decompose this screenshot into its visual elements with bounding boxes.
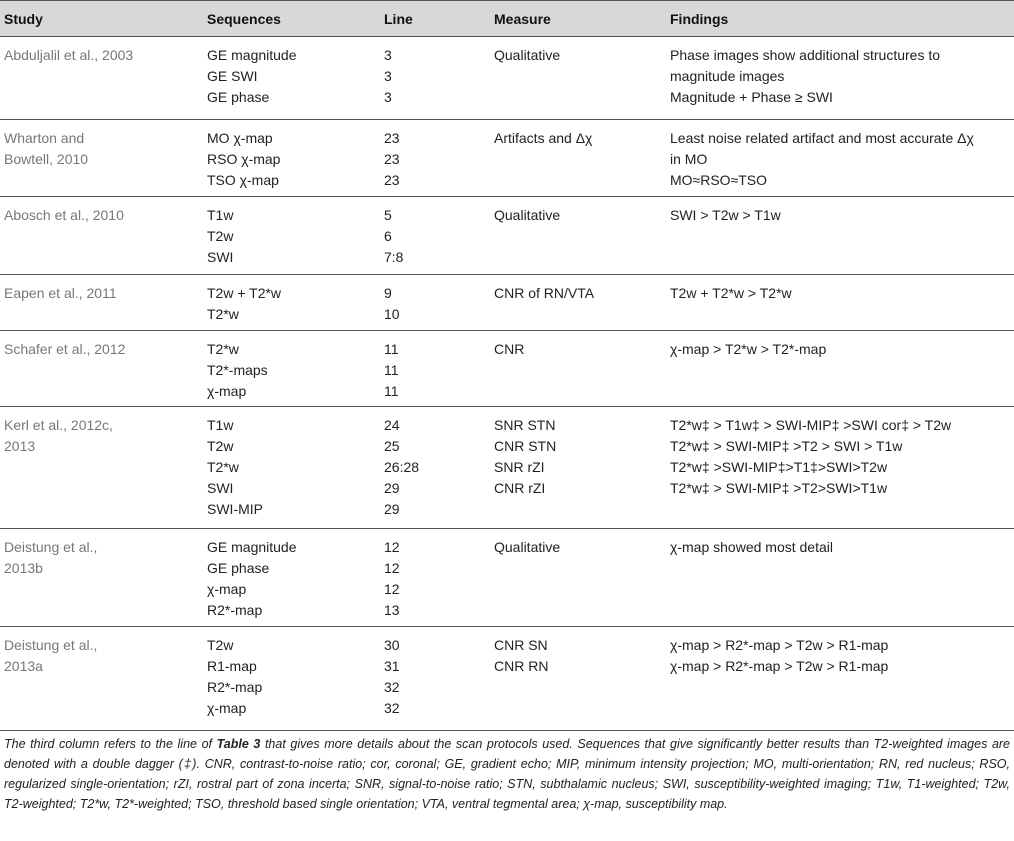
header-study: Study bbox=[4, 11, 43, 27]
sequence-cell-line: T2*w bbox=[207, 341, 239, 357]
findings-cell bbox=[670, 283, 792, 304]
study-cell bbox=[4, 537, 97, 579]
findings-cell-line: χ-map showed most detail bbox=[670, 539, 833, 555]
findings-cell bbox=[670, 339, 826, 360]
measure-cell-line: Artifacts and Δχ bbox=[494, 130, 593, 146]
findings-cell bbox=[670, 635, 888, 677]
line-cell-line: 11 bbox=[384, 362, 399, 378]
study-cell bbox=[4, 635, 97, 677]
study-cell bbox=[4, 283, 117, 304]
line-cell-line: 12 bbox=[384, 560, 400, 576]
findings-cell-line: χ-map > T2*w > T2*-map bbox=[670, 341, 827, 357]
line-cell-line: 13 bbox=[384, 602, 400, 618]
sequence-cell-line: R1-map bbox=[207, 658, 257, 674]
line-cell-line: 32 bbox=[384, 700, 400, 716]
line-cell-line: 6 bbox=[384, 228, 392, 244]
sequence-cell bbox=[207, 339, 268, 402]
study-cell-line: Eapen et al., 2011 bbox=[4, 285, 117, 301]
findings-cell-line: χ-map > R2*-map > T2w > R1-map bbox=[670, 658, 889, 674]
line-cell-line: 23 bbox=[384, 151, 400, 167]
line-cell-line: 5 bbox=[384, 207, 392, 223]
line-cell-line: 23 bbox=[384, 130, 400, 146]
sequence-cell-line: GE phase bbox=[207, 89, 270, 105]
header-sequences: Sequences bbox=[207, 11, 281, 27]
sequence-cell-line: TSO χ-map bbox=[207, 172, 279, 188]
findings-cell-line: MO≈RSO≈TSO bbox=[670, 172, 768, 188]
row-separator bbox=[0, 119, 1014, 120]
findings-cell-line: T2*w‡ > T1w‡ > SWI-MIP‡ >SWI cor‡ > T2w bbox=[670, 417, 952, 433]
line-cell-line: 29 bbox=[384, 501, 400, 517]
measure-cell-line: CNR SN bbox=[494, 637, 548, 653]
row-separator bbox=[0, 330, 1014, 331]
measure-cell-line: Qualitative bbox=[494, 539, 561, 555]
sequence-cell-line: T2w bbox=[207, 637, 234, 653]
sequence-cell-line: SWI-MIP bbox=[207, 501, 263, 517]
findings-cell bbox=[670, 205, 781, 226]
findings-cell bbox=[670, 537, 833, 558]
line-cell bbox=[384, 537, 400, 621]
row-separator bbox=[0, 626, 1014, 627]
study-cell-line: Abosch et al., 2010 bbox=[4, 207, 124, 223]
measure-cell-line: Qualitative bbox=[494, 47, 561, 63]
measure-cell bbox=[494, 415, 556, 499]
line-cell-line: 12 bbox=[384, 581, 400, 597]
header-findings: Findings bbox=[670, 11, 729, 27]
line-cell-line: 10 bbox=[384, 306, 400, 322]
study-cell-line: Kerl et al., 2012c, bbox=[4, 417, 113, 433]
sequence-cell-line: SWI bbox=[207, 480, 234, 496]
header-line: Line bbox=[384, 11, 413, 27]
table-caption bbox=[4, 734, 1010, 814]
sequence-cell bbox=[207, 45, 297, 108]
sequence-cell bbox=[207, 128, 280, 191]
measure-cell-line: CNR rZI bbox=[494, 480, 546, 496]
measure-cell bbox=[494, 283, 594, 304]
study-cell-line: Abduljalil et al., 2003 bbox=[4, 47, 134, 63]
row-separator bbox=[0, 406, 1014, 407]
row-separator bbox=[0, 274, 1014, 275]
row-separator bbox=[0, 196, 1014, 197]
findings-cell-line: T2w + T2*w > T2*w bbox=[670, 285, 792, 301]
measure-cell-line: CNR of RN/VTA bbox=[494, 285, 595, 301]
findings-cell-line: T2*w‡ > SWI-MIP‡ >T2>SWI>T1w bbox=[670, 480, 888, 496]
study-cell-line: 2013a bbox=[4, 658, 43, 674]
study-cell bbox=[4, 339, 125, 360]
line-cell bbox=[384, 283, 400, 325]
caption-text-start: The third column refers to the line of bbox=[4, 737, 217, 751]
caption-table-reference: Table 3 bbox=[216, 737, 261, 751]
line-cell bbox=[384, 205, 403, 268]
line-cell bbox=[384, 415, 419, 520]
study-cell-line: Deistung et al., bbox=[4, 539, 98, 555]
sequence-cell-line: RSO χ-map bbox=[207, 151, 281, 167]
measure-cell-line: Qualitative bbox=[494, 207, 561, 223]
sequence-cell-line: T2w + T2*w bbox=[207, 285, 282, 301]
line-cell-line: 26:28 bbox=[384, 459, 420, 475]
sequence-cell bbox=[207, 537, 297, 621]
findings-cell-line: T2*w‡ >SWI-MIP‡>T1‡>SWI>T2w bbox=[670, 459, 888, 475]
sequence-cell-line: GE magnitude bbox=[207, 47, 297, 63]
sequence-cell-line: χ-map bbox=[207, 700, 247, 716]
sequence-cell-line: GE magnitude bbox=[207, 539, 297, 555]
measure-cell bbox=[494, 635, 548, 677]
row-separator bbox=[0, 528, 1014, 529]
line-cell-line: 32 bbox=[384, 679, 400, 695]
sequence-cell-line: GE phase bbox=[207, 560, 270, 576]
measure-cell-line: SNR rZI bbox=[494, 459, 545, 475]
caption-text-rest: that gives more details about the scan protocols used. Sequences that give significantly better results than T2-weighted images are denoted with a double dagger (‡). CNR, contrast-to-noise ratio; cor, coronal; GE, gradient echo; MIP, minimum intensity projection; MO, multi-orientation; RN, red nucleus; RSO, regularized single-orientation; rZI, rostral part of zona incerta; SNR, signal-to-noise ratio; STN, subthalamic nucleus; SWI, susceptibility-weighted imaging; T1w, T1-weighted; T2w, T2-weighted; T2*w, T2*-weighted; TSO, threshold based single orientation; VTA, ventral tegmental area; χ-map, susceptibility map. bbox=[4, 737, 1011, 811]
findings-cell bbox=[670, 415, 951, 499]
study-cell-line: Wharton and bbox=[4, 130, 85, 146]
findings-cell-line: SWI > T2w > T1w bbox=[670, 207, 781, 223]
line-cell-line: 11 bbox=[384, 341, 399, 357]
sequence-cell-line: R2*-map bbox=[207, 602, 263, 618]
sequence-cell-line: SWI bbox=[207, 249, 234, 265]
sequence-cell bbox=[207, 635, 262, 719]
sequence-cell bbox=[207, 283, 281, 325]
findings-cell-line: Phase images show additional structures to bbox=[670, 47, 941, 63]
line-cell-line: 24 bbox=[384, 417, 400, 433]
sequence-cell-line: GE SWI bbox=[207, 68, 258, 84]
sequence-cell-line: T1w bbox=[207, 417, 234, 433]
row-separator bbox=[0, 36, 1014, 37]
study-cell-line: 2013 bbox=[4, 438, 36, 454]
study-cell bbox=[4, 415, 113, 457]
sequence-cell-line: T2*w bbox=[207, 306, 239, 322]
line-cell-line: 9 bbox=[384, 285, 392, 301]
measure-cell-line: CNR STN bbox=[494, 438, 557, 454]
findings-cell-line: T2*w‡ > SWI-MIP‡ >T2 > SWI > T1w bbox=[670, 438, 903, 454]
sequence-cell-line: MO χ-map bbox=[207, 130, 273, 146]
findings-cell-line: χ-map > R2*-map > T2w > R1-map bbox=[670, 637, 889, 653]
line-cell-line: 3 bbox=[384, 47, 392, 63]
measure-cell-line: CNR bbox=[494, 341, 525, 357]
sequence-cell-line: χ-map bbox=[207, 581, 247, 597]
line-cell-line: 25 bbox=[384, 438, 400, 454]
findings-cell-line: magnitude images bbox=[670, 68, 785, 84]
findings-cell-line: Magnitude + Phase ≥ SWI bbox=[670, 89, 833, 105]
line-cell-line: 11 bbox=[384, 383, 399, 399]
header-measure: Measure bbox=[494, 11, 551, 27]
study-cell-line: Deistung et al., bbox=[4, 637, 98, 653]
line-cell-line: 23 bbox=[384, 172, 400, 188]
findings-cell-line: in MO bbox=[670, 151, 708, 167]
sequence-cell-line: χ-map bbox=[207, 383, 247, 399]
line-cell bbox=[384, 635, 400, 719]
measure-cell bbox=[494, 537, 560, 558]
line-cell bbox=[384, 45, 392, 108]
study-cell bbox=[4, 205, 124, 226]
sequence-cell-line: R2*-map bbox=[207, 679, 263, 695]
line-cell bbox=[384, 128, 400, 191]
sequence-cell-line: T2w bbox=[207, 438, 234, 454]
study-cell-line: Schafer et al., 2012 bbox=[4, 341, 126, 357]
table-top-rule bbox=[0, 0, 1014, 1]
findings-cell bbox=[670, 45, 940, 108]
row-separator bbox=[0, 730, 1014, 731]
line-cell bbox=[384, 339, 399, 402]
sequence-cell bbox=[207, 205, 233, 268]
sequence-cell-line: T2*-maps bbox=[207, 362, 268, 378]
study-cell bbox=[4, 128, 88, 170]
measure-cell bbox=[494, 205, 560, 226]
line-cell-line: 3 bbox=[384, 89, 392, 105]
sequence-cell bbox=[207, 415, 263, 520]
line-cell-line: 29 bbox=[384, 480, 400, 496]
study-cell-line: Bowtell, 2010 bbox=[4, 151, 89, 167]
line-cell-line: 30 bbox=[384, 637, 400, 653]
line-cell-line: 7:8 bbox=[384, 249, 404, 265]
measure-cell bbox=[494, 128, 592, 149]
findings-cell-line: Least noise related artifact and most accurate Δχ bbox=[670, 130, 974, 146]
line-cell-line: 12 bbox=[384, 539, 400, 555]
sequence-cell-line: T2w bbox=[207, 228, 234, 244]
line-cell-line: 3 bbox=[384, 68, 392, 84]
sequence-cell-line: T1w bbox=[207, 207, 234, 223]
measure-cell-line: SNR STN bbox=[494, 417, 556, 433]
study-cell-line: 2013b bbox=[4, 560, 43, 576]
sequence-cell-line: T2*w bbox=[207, 459, 239, 475]
findings-cell bbox=[670, 128, 974, 191]
study-cell bbox=[4, 45, 133, 66]
measure-cell-line: CNR RN bbox=[494, 658, 549, 674]
measure-cell bbox=[494, 45, 560, 66]
line-cell-line: 31 bbox=[384, 658, 400, 674]
measure-cell bbox=[494, 339, 524, 360]
